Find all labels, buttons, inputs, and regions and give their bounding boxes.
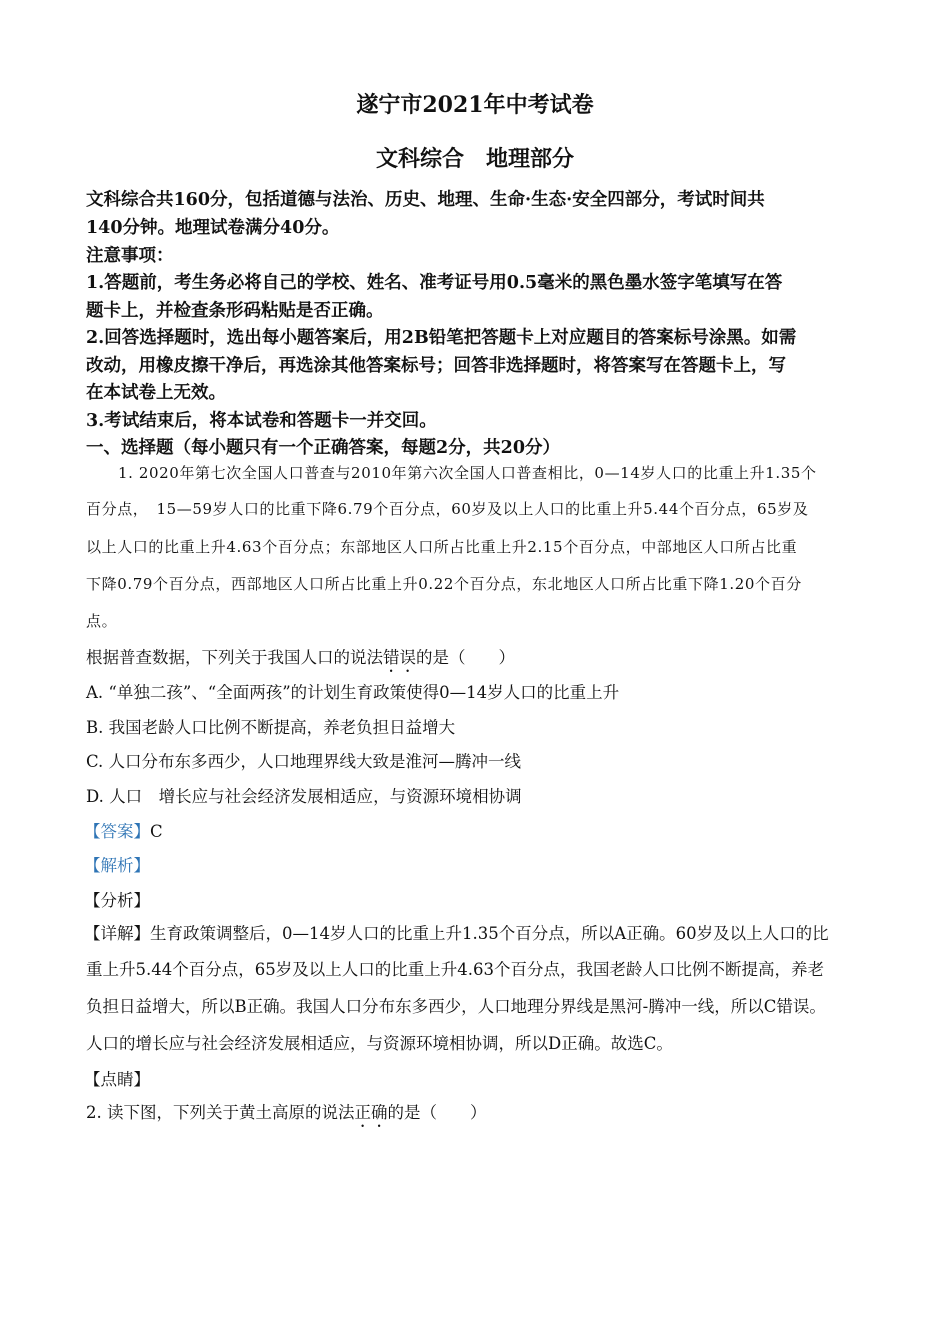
note-1-line-1: 1.答题前，考生务必将自己的学校、姓名、准考证号用0.5毫米的黑色墨水签字笔填写在答	[86, 273, 783, 293]
q1-option-d: D. 人口 增长应与社会经济发展相适应，与资源环境相协调	[86, 787, 522, 806]
q1-stem-line-3: 以上人口的比重上升4.63个百分点；东部地区人口所占比重上升2.15个百分点，中部地区人口所占比重	[86, 538, 798, 556]
q1-stem-line-4: 下降0.79个百分点，西部地区人口所占比重上升0.22个百分点，东北地区人口所占比重下降1.20个百分	[86, 575, 802, 593]
detail-tag: 【详解】	[84, 924, 150, 943]
q1-option-c: C. 人口分布东多西少，人口地理界线大致是淮河—腾冲一线	[86, 752, 522, 771]
q1-option-b: B. 我国老龄人口比例不断提高，养老负担日益增大	[86, 718, 456, 737]
note-2-line-1: 2.回答选择题时，选出每小题答案后，用2B铅笔把答题卡上对应题目的答案标号涂黑。如需	[86, 328, 797, 348]
q1-question	[86, 644, 515, 676]
fenxi-tag: 【分析】	[84, 891, 150, 910]
q2-question-emphasis: 正确	[354, 1103, 388, 1122]
q1-question-pre: 根据普查数据，下列关于我国人口的说法	[86, 648, 383, 667]
q1-stem-line-5: 点。	[86, 612, 118, 630]
analysis-tag: 【解析】	[84, 856, 150, 875]
intro-line-1: 文科综合共160分，包括道德与法治、历史、地理、生命·生态·安全四部分，考试时间共	[86, 190, 765, 210]
q1-detail-line-2: 重上升5.44个百分点，65岁及以上人口的比重上升4.63个百分点，我国老龄人口比例不断提高，养老	[86, 960, 824, 979]
intro-line-2: 140分钟。地理试卷满分40分。	[86, 218, 340, 238]
q2-question-pre: 2. 读下图，下列关于黄土高原的说法	[86, 1103, 355, 1122]
note-3: 3.考试结束后，将本试卷和答题卡一并交回。	[86, 411, 437, 431]
q1-answer	[84, 818, 163, 842]
q1-detail-line-4: 人口的增长应与社会经济发展相适应，与资源环境相协调，所以D正确。故选C。	[86, 1034, 673, 1053]
q1-question-emphasis: 错误	[383, 648, 416, 667]
q1-stem-line-1: 1. 2020年第七次全国人口普查与2010年第六次全国人口普查相比，0—14岁人口的比重上升1.35个	[118, 464, 817, 482]
exam-title: 遂宁市2021年中考试卷	[356, 92, 594, 118]
note-2-line-3: 在本试卷上无效。	[86, 383, 226, 403]
q1-detail-line-3: 负担日益增大，所以B正确。我国人口分布东多西少，人口地理分界线是黑河-腾冲一线，所以C错误。	[86, 997, 826, 1016]
section-heading-choice: 一、选择题（每小题只有一个正确答案，每题2分，共20分）	[86, 438, 561, 458]
notes-heading: 注意事项：	[86, 246, 174, 266]
exam-subtitle: 文科综合 地理部分	[375, 146, 574, 172]
q2-question-post: 的是（ ）	[387, 1103, 487, 1122]
note-1-line-2: 题卡上，并检查条形码粘贴是否正确。	[86, 301, 384, 321]
detail-text-1: 生育政策调整后，0—14岁人口的比重上升1.35个百分点，所以A正确。60岁及以上人口的比	[150, 924, 829, 943]
q1-question-post: 的是（ ）	[416, 648, 515, 667]
q2-question	[86, 1099, 487, 1131]
comment-tag: 【点睛】	[84, 1070, 150, 1089]
q1-detail-line-1	[84, 920, 829, 944]
answer-value: C	[150, 822, 163, 841]
note-2-line-2: 改动，用橡皮擦干净后，再选涂其他答案标号；回答非选择题时，将答案写在答题卡上，写	[86, 356, 786, 376]
q1-stem-line-2: 百分点， 15—59岁人口的比重下降6.79个百分点，60岁及以上人口的比重上升5.44个百分点，65岁及	[86, 500, 809, 518]
q1-option-a: A. “单独二孩”、“全面两孩”的计划生育政策使得0—14岁人口的比重上升	[86, 683, 620, 702]
answer-tag: 【答案】	[84, 822, 150, 841]
